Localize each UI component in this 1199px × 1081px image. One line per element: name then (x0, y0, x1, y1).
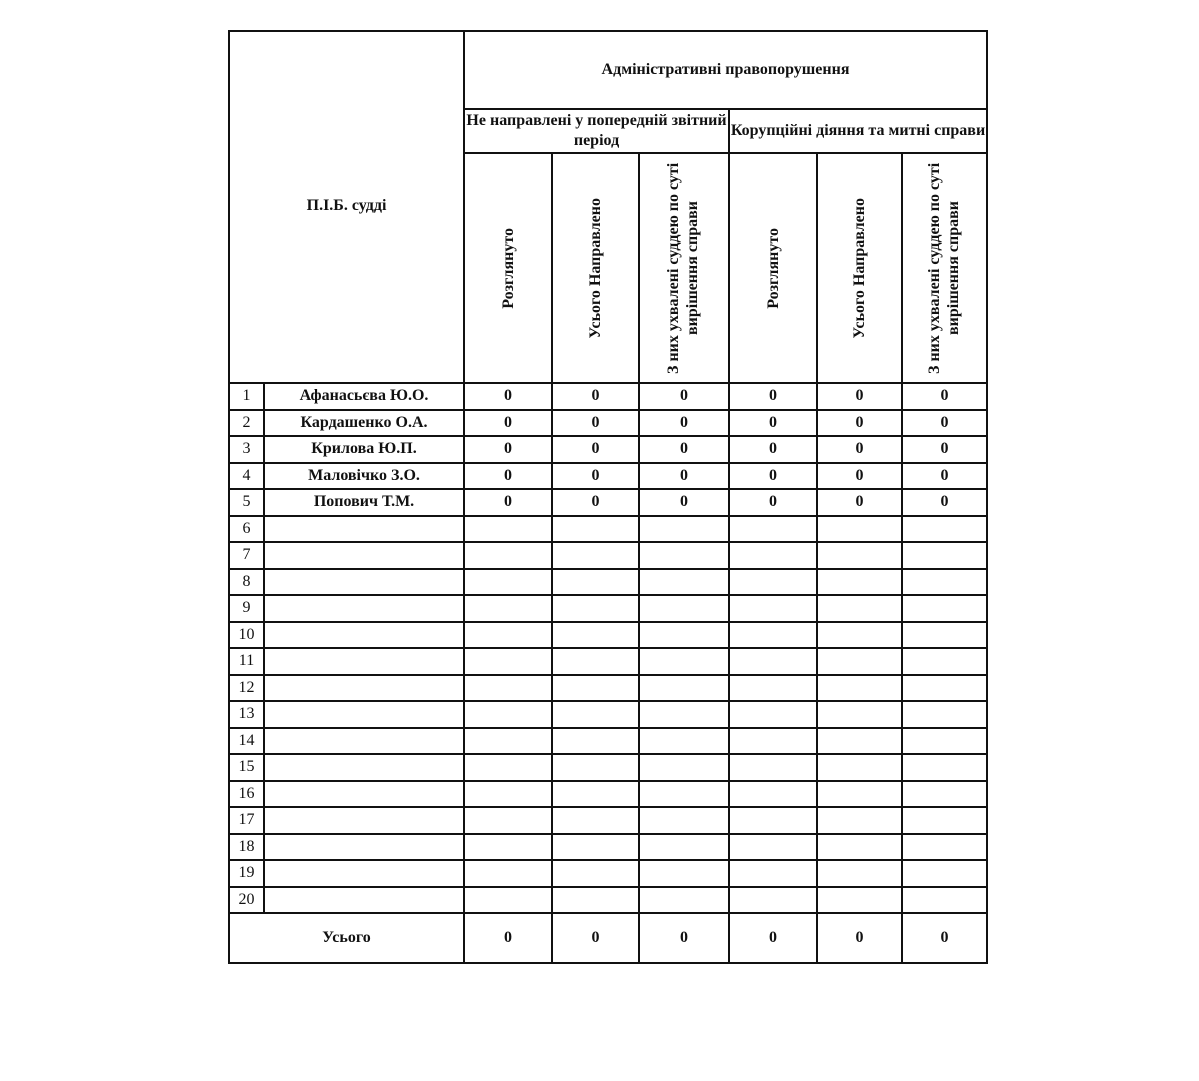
value-cell: 0 (639, 436, 729, 463)
value-cell: 0 (552, 489, 639, 516)
column-header-text: З них ухвалені суддею по суті вирішення справи (665, 162, 702, 374)
value-cell (729, 754, 817, 781)
subgroup-header-corruption: Корупційні діяння та митні справи (729, 109, 987, 153)
group-header: Адміністративні правопорушення (464, 31, 987, 109)
value-cell: 0 (552, 410, 639, 437)
table-row (229, 887, 987, 914)
value-cell: 0 (902, 489, 987, 516)
value-cell (464, 834, 552, 861)
judge-name: Афанасьєва Ю.О. (264, 383, 464, 410)
row-number: 3 (229, 436, 264, 463)
table-row (229, 463, 987, 490)
row-number: 6 (229, 516, 264, 543)
value-cell (729, 781, 817, 808)
value-cell (552, 542, 639, 569)
value-cell (552, 834, 639, 861)
value-cell (902, 622, 987, 649)
value-cell (552, 516, 639, 543)
value-cell (552, 887, 639, 914)
value-cell (552, 807, 639, 834)
value-cell (464, 728, 552, 755)
value-cell (902, 675, 987, 702)
column-header-text: Усього Направлено (851, 197, 869, 339)
value-cell: 0 (639, 489, 729, 516)
judge-name (264, 569, 464, 596)
value-cell (552, 595, 639, 622)
value-cell: 0 (464, 410, 552, 437)
total-value-cell: 0 (817, 913, 902, 963)
table-row (229, 781, 987, 808)
row-number: 8 (229, 569, 264, 596)
value-cell (464, 542, 552, 569)
table-row (229, 622, 987, 649)
value-cell (729, 887, 817, 914)
value-cell (902, 834, 987, 861)
value-cell (902, 516, 987, 543)
value-cell (639, 648, 729, 675)
value-cell (464, 648, 552, 675)
value-cell (729, 542, 817, 569)
value-cell (639, 834, 729, 861)
row-number: 18 (229, 834, 264, 861)
value-cell (902, 728, 987, 755)
row-number: 4 (229, 463, 264, 490)
value-cell (902, 807, 987, 834)
table-row (229, 383, 987, 410)
value-cell (552, 648, 639, 675)
value-cell (639, 807, 729, 834)
value-cell: 0 (464, 436, 552, 463)
value-cell (729, 834, 817, 861)
judge-name (264, 781, 464, 808)
judge-name (264, 622, 464, 649)
judge-name (264, 807, 464, 834)
table-row (229, 807, 987, 834)
value-cell: 0 (552, 436, 639, 463)
value-cell (639, 887, 729, 914)
value-cell (552, 675, 639, 702)
column-header (464, 153, 552, 383)
row-number: 11 (229, 648, 264, 675)
value-cell (464, 807, 552, 834)
judge-name (264, 860, 464, 887)
value-cell (639, 754, 729, 781)
table-row (229, 410, 987, 437)
value-cell: 0 (729, 489, 817, 516)
value-cell (639, 542, 729, 569)
row-number: 13 (229, 701, 264, 728)
value-cell (464, 781, 552, 808)
value-cell (817, 860, 902, 887)
value-cell (552, 781, 639, 808)
column-header (902, 153, 987, 383)
value-cell: 0 (464, 383, 552, 410)
value-cell (902, 754, 987, 781)
column-header (729, 153, 817, 383)
value-cell: 0 (817, 463, 902, 490)
value-cell (639, 860, 729, 887)
value-cell: 0 (639, 463, 729, 490)
row-number: 2 (229, 410, 264, 437)
table-row (229, 754, 987, 781)
judge-name (264, 516, 464, 543)
judge-name: Попович Т.М. (264, 489, 464, 516)
total-value-cell: 0 (639, 913, 729, 963)
value-cell (817, 701, 902, 728)
value-cell (464, 754, 552, 781)
value-cell (729, 701, 817, 728)
judge-name (264, 701, 464, 728)
value-cell (902, 701, 987, 728)
value-cell (464, 675, 552, 702)
value-cell (464, 569, 552, 596)
value-cell (902, 569, 987, 596)
value-cell (552, 728, 639, 755)
table-row (229, 834, 987, 861)
value-cell (729, 622, 817, 649)
value-cell: 0 (464, 489, 552, 516)
total-value-cell: 0 (464, 913, 552, 963)
judge-name (264, 648, 464, 675)
value-cell (729, 648, 817, 675)
value-cell (817, 542, 902, 569)
table-row (229, 489, 987, 516)
total-value-cell: 0 (729, 913, 817, 963)
row-number: 19 (229, 860, 264, 887)
judge-name: Крилова Ю.П. (264, 436, 464, 463)
value-cell: 0 (729, 410, 817, 437)
column-header-text: Усього Направлено (587, 197, 605, 339)
value-cell: 0 (902, 463, 987, 490)
value-cell: 0 (552, 383, 639, 410)
value-cell (902, 648, 987, 675)
value-cell (817, 781, 902, 808)
value-cell (464, 887, 552, 914)
total-value-cell: 0 (902, 913, 987, 963)
value-cell (639, 622, 729, 649)
row-number: 14 (229, 728, 264, 755)
judge-name (264, 595, 464, 622)
judge-name (264, 834, 464, 861)
column-header-text: Розглянуто (499, 227, 517, 309)
table-row (229, 701, 987, 728)
value-cell (902, 542, 987, 569)
value-cell: 0 (902, 436, 987, 463)
value-cell (464, 516, 552, 543)
value-cell (552, 754, 639, 781)
judge-name (264, 887, 464, 914)
row-number: 17 (229, 807, 264, 834)
value-cell: 0 (639, 383, 729, 410)
judge-name (264, 542, 464, 569)
total-label: Усього (229, 913, 464, 963)
value-cell (464, 701, 552, 728)
value-cell: 0 (729, 463, 817, 490)
value-cell (817, 754, 902, 781)
value-cell: 0 (817, 436, 902, 463)
column-header-text: З них ухвалені суддею по суті вирішення справи (925, 162, 962, 374)
judge-name-header: П.І.Б. судді (229, 31, 464, 383)
value-cell (639, 569, 729, 596)
value-cell (552, 701, 639, 728)
value-cell (817, 887, 902, 914)
column-header (817, 153, 902, 383)
value-cell (817, 728, 902, 755)
row-number: 9 (229, 595, 264, 622)
value-cell (729, 728, 817, 755)
judge-name (264, 675, 464, 702)
row-number: 15 (229, 754, 264, 781)
value-cell (817, 834, 902, 861)
table-row (229, 648, 987, 675)
value-cell (902, 887, 987, 914)
column-header (552, 153, 639, 383)
value-cell (817, 807, 902, 834)
table-row (229, 728, 987, 755)
value-cell (464, 595, 552, 622)
column-header (639, 153, 729, 383)
value-cell (817, 595, 902, 622)
value-cell (902, 860, 987, 887)
value-cell (639, 728, 729, 755)
table-row (229, 595, 987, 622)
value-cell (817, 622, 902, 649)
total-value-cell: 0 (552, 913, 639, 963)
value-cell: 0 (902, 383, 987, 410)
table-row (229, 675, 987, 702)
value-cell: 0 (817, 410, 902, 437)
value-cell (817, 648, 902, 675)
value-cell (817, 569, 902, 596)
value-cell (817, 675, 902, 702)
table-row (229, 516, 987, 543)
value-cell (729, 675, 817, 702)
row-number: 12 (229, 675, 264, 702)
judge-name: Кардашенко О.А. (264, 410, 464, 437)
value-cell (729, 595, 817, 622)
column-header-text: Розглянуто (764, 227, 782, 309)
value-cell (817, 516, 902, 543)
value-cell (729, 860, 817, 887)
value-cell (902, 781, 987, 808)
row-number: 20 (229, 887, 264, 914)
value-cell: 0 (817, 489, 902, 516)
judge-name: Маловічко З.О. (264, 463, 464, 490)
table-row (229, 436, 987, 463)
value-cell: 0 (552, 463, 639, 490)
table-row (229, 542, 987, 569)
value-cell (552, 860, 639, 887)
total-row (229, 913, 987, 963)
value-cell (552, 622, 639, 649)
value-cell: 0 (817, 383, 902, 410)
value-cell (464, 622, 552, 649)
value-cell: 0 (639, 410, 729, 437)
value-cell (639, 781, 729, 808)
value-cell (729, 807, 817, 834)
table-row (229, 569, 987, 596)
value-cell: 0 (464, 463, 552, 490)
value-cell: 0 (902, 410, 987, 437)
row-number: 7 (229, 542, 264, 569)
subgroup-header-not-sent: Не направлені у попередній звітний період (464, 109, 729, 153)
table-row (229, 860, 987, 887)
value-cell (729, 516, 817, 543)
value-cell (639, 516, 729, 543)
value-cell (639, 701, 729, 728)
value-cell: 0 (729, 436, 817, 463)
value-cell (464, 860, 552, 887)
row-number: 16 (229, 781, 264, 808)
judge-name (264, 728, 464, 755)
value-cell (639, 595, 729, 622)
row-number: 5 (229, 489, 264, 516)
value-cell (902, 595, 987, 622)
value-cell (639, 675, 729, 702)
value-cell (729, 569, 817, 596)
judge-name (264, 754, 464, 781)
judges-report-table (228, 30, 988, 964)
row-number: 1 (229, 383, 264, 410)
row-number: 10 (229, 622, 264, 649)
value-cell: 0 (729, 383, 817, 410)
value-cell (552, 569, 639, 596)
